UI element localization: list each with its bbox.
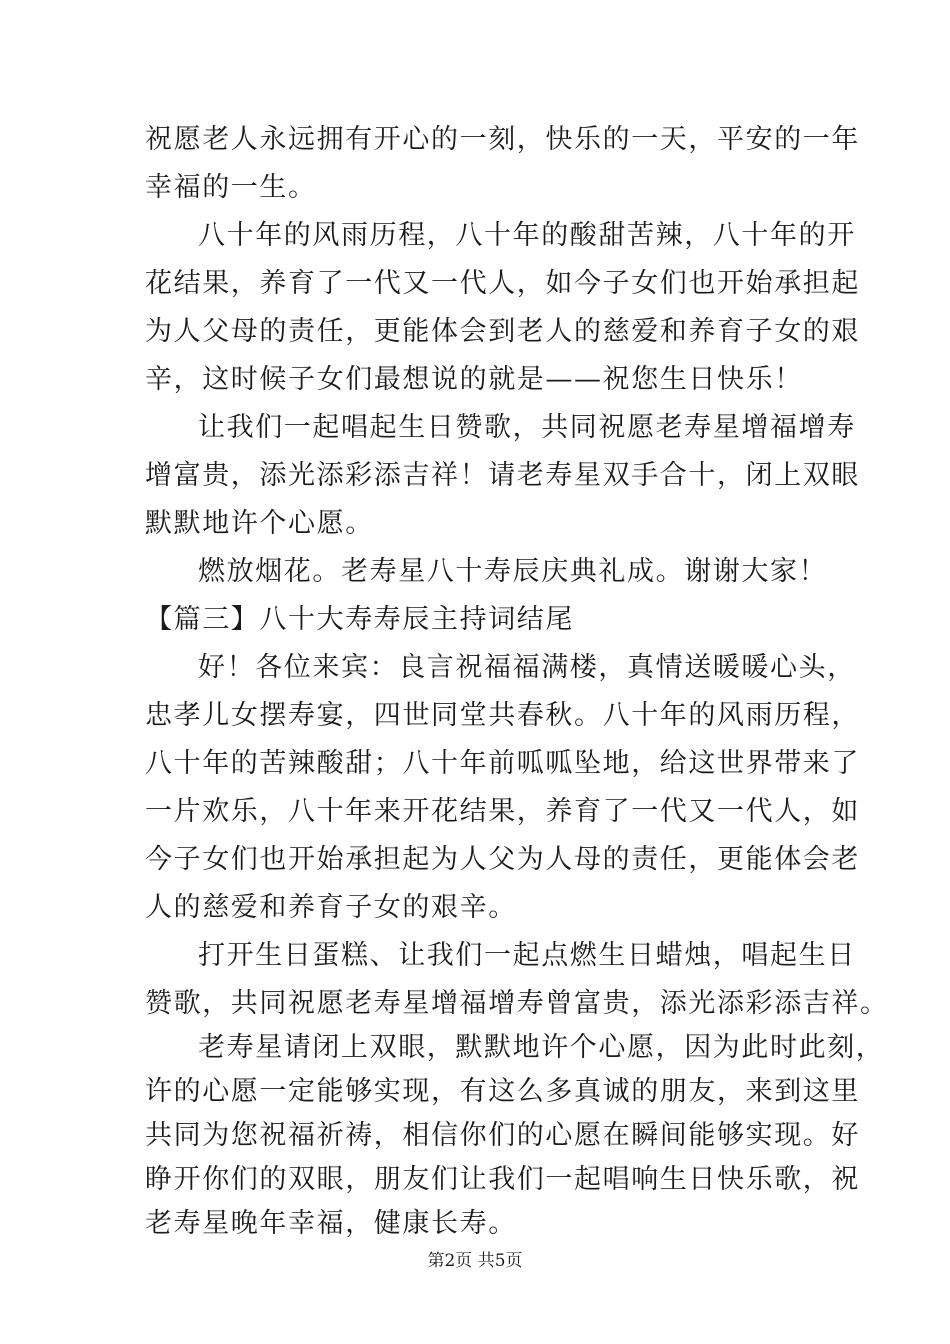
text-line: 为人父母的责任，更能体会到老人的慈爱和养育子女的艰	[145, 316, 860, 347]
paragraph-start-line: 好！各位来宾：良言祝福福满楼，真情送暖暖心头，	[198, 652, 856, 683]
paragraph-start-line: 老寿星请闭上双眼，默默地许个心愿，因为此时此刻，	[198, 1032, 885, 1063]
text-line: 默默地许个心愿。	[145, 508, 374, 539]
text-line: 花结果，养育了一代又一代人，如今子女们也开始承担起	[145, 268, 860, 299]
text-line: 辛，这时候子女们最想说的就是——祝您生日快乐！	[145, 364, 803, 395]
text-line: 赞歌，共同祝愿老寿星增福增寿曾富贵，添光添彩添吉祥。	[145, 988, 889, 1019]
text-line: 人的慈爱和养育子女的艰辛。	[145, 892, 517, 923]
text-line: 忠孝儿女摆寿宴，四世同堂共春秋。八十年的风雨历程，	[145, 700, 860, 731]
text-line: 八十年的苦辣酸甜；八十年前呱呱坠地，给这世界带来了	[145, 748, 860, 779]
page-number-footer: 第2页 共5页	[427, 1251, 523, 1271]
text-line: 祝愿老人永远拥有开心的一刻，快乐的一天，平安的一年	[145, 124, 860, 155]
paragraph-start-line: 让我们一起唱起生日赞歌，共同祝愿老寿星增福增寿	[198, 412, 856, 443]
text-line: 增富贵，添光添彩添吉祥！请老寿星双手合十，闭上双眼	[145, 460, 860, 491]
paragraph-start-line: 燃放烟花。老寿星八十寿辰庆典礼成。谢谢大家！	[198, 556, 828, 587]
text-line: 许的心愿一定能够实现，有这么多真诚的朋友，来到这里	[145, 1076, 860, 1107]
text-line: 今子女们也开始承担起为人父为人母的责任，更能体会老	[145, 844, 860, 875]
text-line: 共同为您祝福祈祷，相信你们的心愿在瞬间能够实现。好	[145, 1120, 860, 1151]
text-line: 睁开你们的双眼，朋友们让我们一起唱响生日快乐歌，祝	[145, 1164, 860, 1195]
paragraph-start-line: 打开生日蛋糕、让我们一起点燃生日蜡烛，唱起生日	[198, 940, 856, 971]
text-line: 幸福的一生。	[145, 172, 317, 203]
text-line: 老寿星晚年幸福，健康长寿。	[145, 1208, 517, 1239]
paragraph-start-line: 八十年的风雨历程，八十年的酸甜苦辣，八十年的开	[198, 220, 856, 251]
text-line: 一片欢乐，八十年来开花结果，养育了一代又一代人，如	[145, 796, 860, 827]
section-heading: 【篇三】八十大寿寿辰主持词结尾	[145, 604, 574, 635]
